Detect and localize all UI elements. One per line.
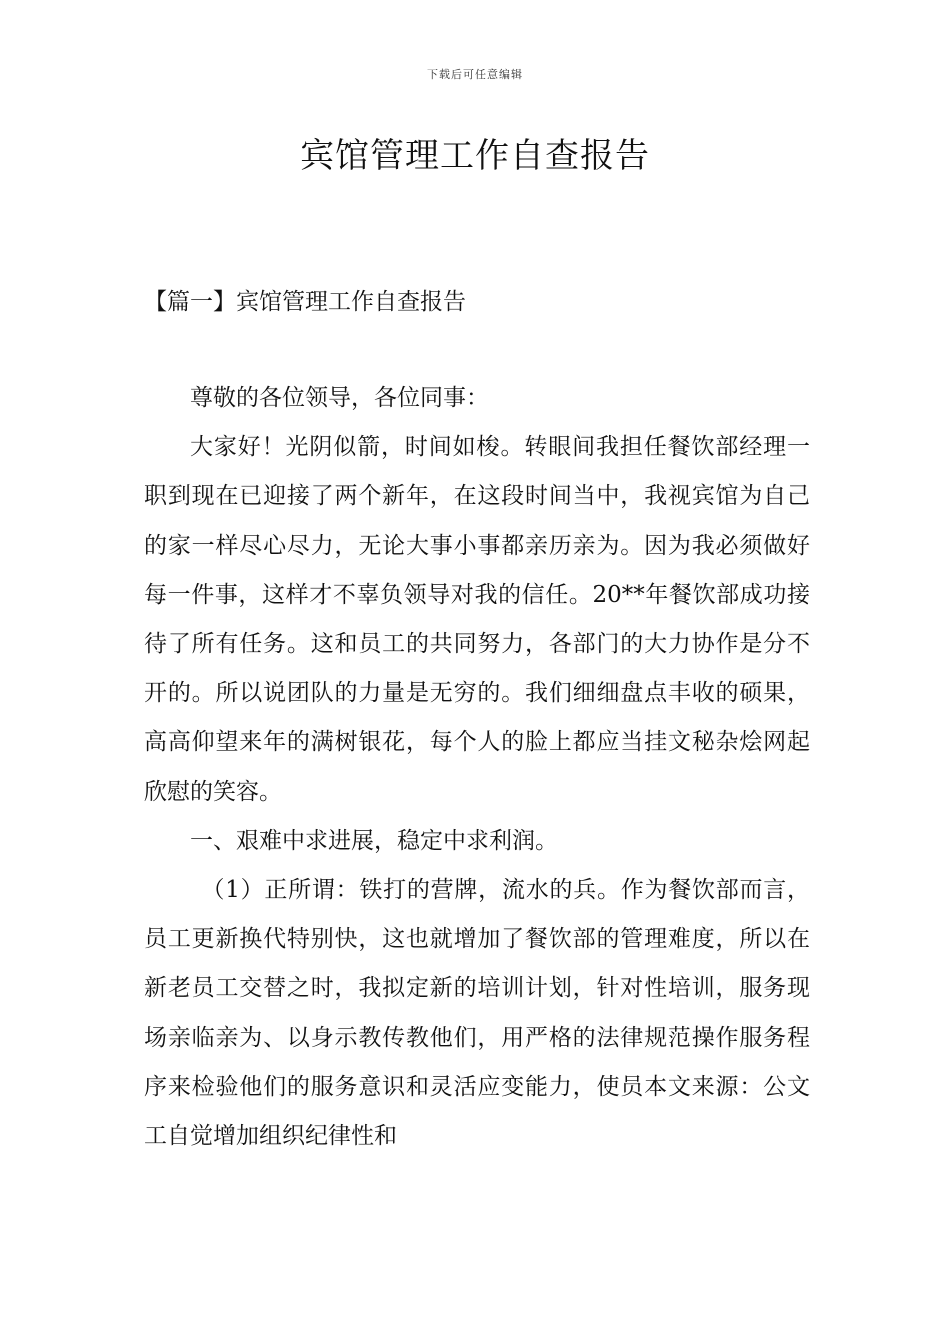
header-note: 下载后可任意编辑 [427, 68, 523, 81]
salutation-paragraph: 尊敬的各位领导，各位同事： [190, 385, 489, 411]
section-heading: 【篇一】宾馆管理工作自查报告 [144, 289, 466, 315]
document-title: 宾馆管理工作自查报告 [300, 136, 650, 176]
body-paragraph: 大家好！光阴似箭，时间如梭。转眼间我担任餐饮部经理一职到现在已迎接了两个新年，在这段时间当中，我视宾馆为自己的家一样尽心尽力，无论大事小事都亲历亲为。因为我必须做好每一件事，这样才不辜负领导对我的信任。20**年餐饮部成功接待了所有任务。这和员工的共同努力，各部门的大力协作是分不开的。所以说团队的力量是无穷的。我们细细盘点丰收的硕果，高高仰望来年的满树银花，每个人的脸上都应当挂文秘杂烩网起欣慰的笑容。 [144, 434, 810, 805]
body-paragraph: （1）正所谓：铁打的营牌，流水的兵。作为餐饮部而言，员工更新换代特别快，这也就增加了餐饮部的管理难度，所以在新老员工交替之时，我拟定新的培训计划，针对性培训，服务现场亲临亲为、以身示教传教他们，用严格的法律规范操作服务程序来检验他们的服务意识和灵活应变能力，使员本文来源：公文工自觉增加组织纪律性和 [144, 877, 810, 1150]
document-body [144, 374, 810, 1161]
subheading-paragraph: 一、艰难中求进展，稳定中求利润。 [190, 827, 558, 854]
